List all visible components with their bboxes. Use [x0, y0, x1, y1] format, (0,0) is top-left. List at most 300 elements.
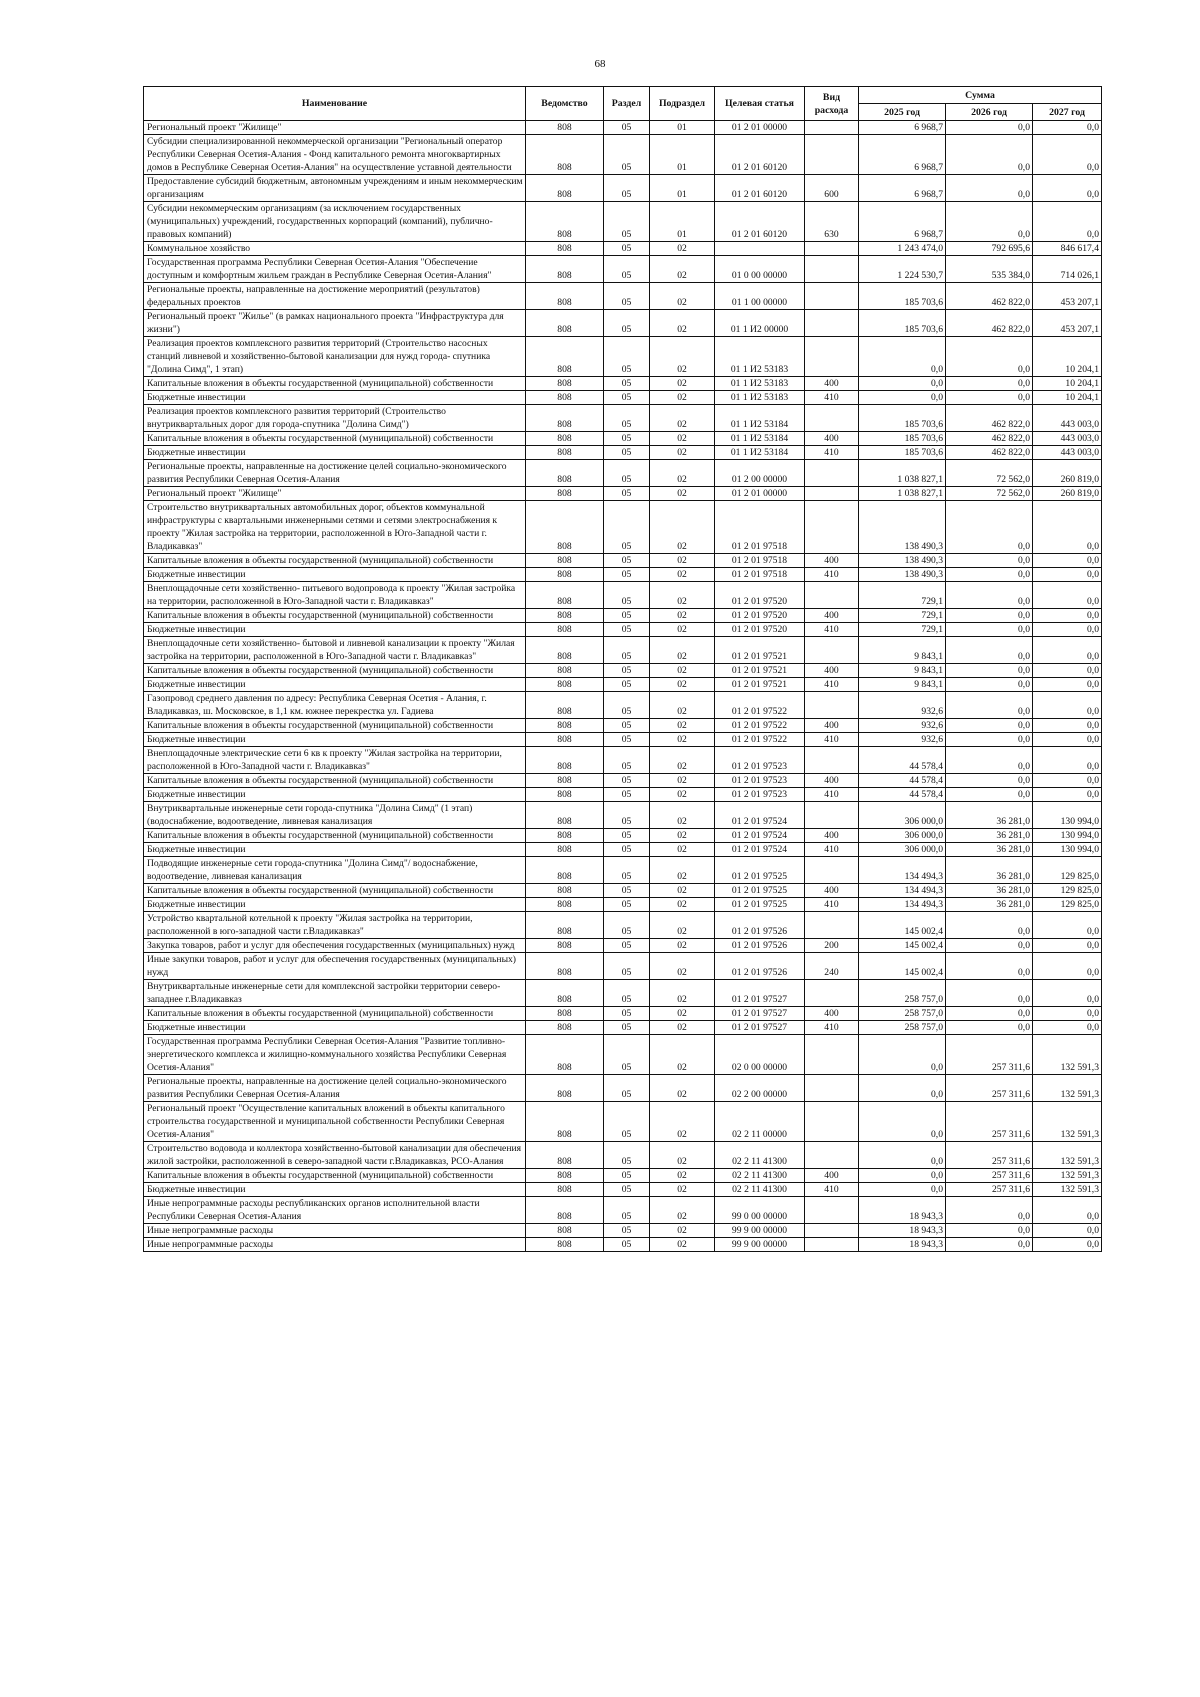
row-razdel: 05	[604, 898, 650, 912]
row-2026: 36 281,0	[946, 802, 1033, 829]
row-vid: 400	[805, 554, 859, 568]
table-row	[144, 884, 1102, 898]
table-row	[144, 747, 1102, 774]
row-vedomstvo: 808	[526, 1007, 604, 1021]
row-vid	[805, 747, 859, 774]
row-vid: 400	[805, 377, 859, 391]
row-vid: 410	[805, 788, 859, 802]
row-razdel: 05	[604, 256, 650, 283]
row-name: Капитальные вложения в объекты государственной (муниципальной) собственности	[144, 1169, 526, 1183]
row-razdel: 05	[604, 242, 650, 256]
row-2025: 729,1	[859, 623, 946, 637]
row-2025: 9 843,1	[859, 664, 946, 678]
table-row	[144, 1197, 1102, 1224]
row-target: 01 1 00 00000	[715, 283, 805, 310]
row-podrazdel: 02	[650, 1238, 715, 1252]
row-2027: 0,0	[1033, 678, 1102, 692]
row-razdel: 05	[604, 554, 650, 568]
row-2027: 0,0	[1033, 568, 1102, 582]
row-podrazdel: 02	[650, 460, 715, 487]
row-razdel: 05	[604, 432, 650, 446]
row-podrazdel: 02	[650, 405, 715, 432]
row-podrazdel: 02	[650, 446, 715, 460]
row-vedomstvo: 808	[526, 1197, 604, 1224]
row-target: 01 2 01 97525	[715, 857, 805, 884]
row-2027: 0,0	[1033, 664, 1102, 678]
row-2027: 0,0	[1033, 121, 1102, 135]
row-2026: 72 562,0	[946, 487, 1033, 501]
row-vid	[805, 857, 859, 884]
row-2027: 0,0	[1033, 692, 1102, 719]
row-2026: 257 311,6	[946, 1075, 1033, 1102]
row-razdel: 05	[604, 1238, 650, 1252]
header-vedomstvo: Ведомство	[526, 87, 604, 121]
row-2027: 132 591,3	[1033, 1183, 1102, 1197]
row-target: 99 0 00 00000	[715, 1197, 805, 1224]
row-podrazdel: 02	[650, 242, 715, 256]
row-razdel: 05	[604, 377, 650, 391]
row-name: Бюджетные инвестиции	[144, 391, 526, 405]
row-target: 01 2 01 97518	[715, 568, 805, 582]
budget-table	[143, 86, 1102, 1252]
row-razdel: 05	[604, 774, 650, 788]
row-vid: 400	[805, 664, 859, 678]
row-vid	[805, 256, 859, 283]
row-razdel: 05	[604, 692, 650, 719]
row-2027: 129 825,0	[1033, 857, 1102, 884]
row-2025: 1 038 827,1	[859, 487, 946, 501]
row-razdel: 05	[604, 829, 650, 843]
row-2027: 0,0	[1033, 582, 1102, 609]
row-2025: 185 703,6	[859, 446, 946, 460]
row-target: 01 2 01 97522	[715, 719, 805, 733]
row-vedomstvo: 808	[526, 446, 604, 460]
row-vedomstvo: 808	[526, 1102, 604, 1142]
row-2027: 132 591,3	[1033, 1169, 1102, 1183]
row-2027: 10 204,1	[1033, 391, 1102, 405]
table-row	[144, 939, 1102, 953]
row-target: 01 2 01 97518	[715, 554, 805, 568]
row-name: Коммунальное хозяйство	[144, 242, 526, 256]
row-target: 01 2 01 97523	[715, 788, 805, 802]
row-2025: 306 000,0	[859, 829, 946, 843]
row-name: Бюджетные инвестиции	[144, 678, 526, 692]
row-name: Капитальные вложения в объекты государственной (муниципальной) собственности	[144, 664, 526, 678]
row-2025: 9 843,1	[859, 678, 946, 692]
row-2026: 0,0	[946, 337, 1033, 377]
row-vedomstvo: 808	[526, 912, 604, 939]
row-target: 01 2 01 60120	[715, 135, 805, 175]
row-target	[715, 242, 805, 256]
row-2025: 185 703,6	[859, 405, 946, 432]
row-target: 01 2 01 97525	[715, 884, 805, 898]
table-row	[144, 377, 1102, 391]
row-2027: 129 825,0	[1033, 898, 1102, 912]
row-razdel: 05	[604, 175, 650, 202]
row-2026: 535 384,0	[946, 256, 1033, 283]
row-podrazdel: 02	[650, 678, 715, 692]
row-vedomstvo: 808	[526, 623, 604, 637]
table-row	[144, 1007, 1102, 1021]
table-row	[144, 1183, 1102, 1197]
row-2027: 0,0	[1033, 980, 1102, 1007]
row-2025: 258 757,0	[859, 980, 946, 1007]
row-2025: 6 968,7	[859, 202, 946, 242]
row-vid: 240	[805, 953, 859, 980]
row-target: 01 2 01 97526	[715, 953, 805, 980]
row-2027: 0,0	[1033, 1197, 1102, 1224]
table-row	[144, 487, 1102, 501]
row-razdel: 05	[604, 121, 650, 135]
table-row	[144, 568, 1102, 582]
row-podrazdel: 02	[650, 637, 715, 664]
row-razdel: 05	[604, 802, 650, 829]
row-2026: 0,0	[946, 135, 1033, 175]
row-vid: 410	[805, 623, 859, 637]
row-razdel: 05	[604, 609, 650, 623]
table-row	[144, 1169, 1102, 1183]
row-vedomstvo: 808	[526, 843, 604, 857]
table-row	[144, 802, 1102, 829]
row-2026: 36 281,0	[946, 857, 1033, 884]
row-target: 01 2 01 97527	[715, 1021, 805, 1035]
row-vedomstvo: 808	[526, 664, 604, 678]
row-podrazdel: 02	[650, 692, 715, 719]
row-2027: 0,0	[1033, 135, 1102, 175]
row-podrazdel: 01	[650, 135, 715, 175]
row-2026: 0,0	[946, 1007, 1033, 1021]
table-row	[144, 623, 1102, 637]
row-podrazdel: 02	[650, 747, 715, 774]
row-2027: 0,0	[1033, 774, 1102, 788]
row-2027: 130 994,0	[1033, 829, 1102, 843]
table-row	[144, 609, 1102, 623]
row-name: Предоставление субсидий бюджетным, автономным учреждениям и иным некоммерческим организациям	[144, 175, 526, 202]
row-vedomstvo: 808	[526, 637, 604, 664]
row-podrazdel: 02	[650, 1075, 715, 1102]
row-name: Капитальные вложения в объекты государственной (муниципальной) собственности	[144, 432, 526, 446]
row-2027: 714 026,1	[1033, 256, 1102, 283]
table-row	[144, 432, 1102, 446]
header-name: Наименование	[144, 87, 526, 121]
row-razdel: 05	[604, 1183, 650, 1197]
row-2027: 0,0	[1033, 733, 1102, 747]
row-2027: 132 591,3	[1033, 1102, 1102, 1142]
row-2026: 0,0	[946, 692, 1033, 719]
row-name: Субсидии специализированной некоммерческой организации "Региональный оператор Республики Северная Осетия-Алания - Фонд капитального ремонта многоквартирных домов в Республике Северная Осетия-Алания" на осуществление уставной деятельности	[144, 135, 526, 175]
row-2025: 258 757,0	[859, 1007, 946, 1021]
row-vid: 410	[805, 1183, 859, 1197]
row-name: Бюджетные инвестиции	[144, 898, 526, 912]
row-name: Капитальные вложения в объекты государственной (муниципальной) собственности	[144, 377, 526, 391]
row-name: Внутриквартальные инженерные сети для комплексной застройки территории северо-западнее г.Владикавказ	[144, 980, 526, 1007]
row-target: 01 1 И2 53184	[715, 432, 805, 446]
row-vid: 600	[805, 175, 859, 202]
header-podrazdel: Подраздел	[650, 87, 715, 121]
row-2027: 0,0	[1033, 623, 1102, 637]
row-vedomstvo: 808	[526, 242, 604, 256]
row-target: 01 2 01 00000	[715, 487, 805, 501]
row-razdel: 05	[604, 664, 650, 678]
row-2027: 0,0	[1033, 609, 1102, 623]
row-name: Капитальные вложения в объекты государственной (муниципальной) собственности	[144, 719, 526, 733]
table-row	[144, 719, 1102, 733]
row-vid: 410	[805, 678, 859, 692]
row-vid	[805, 487, 859, 501]
row-razdel: 05	[604, 582, 650, 609]
row-2026: 0,0	[946, 774, 1033, 788]
row-podrazdel: 02	[650, 283, 715, 310]
row-name: Капитальные вложения в объекты государственной (муниципальной) собственности	[144, 829, 526, 843]
table-row	[144, 460, 1102, 487]
row-2025: 145 002,4	[859, 939, 946, 953]
row-target: 01 2 01 97522	[715, 733, 805, 747]
row-podrazdel: 02	[650, 501, 715, 554]
row-razdel: 05	[604, 405, 650, 432]
row-podrazdel: 02	[650, 609, 715, 623]
row-target: 01 2 01 97524	[715, 843, 805, 857]
table-row	[144, 733, 1102, 747]
row-vedomstvo: 808	[526, 377, 604, 391]
row-2025: 9 843,1	[859, 637, 946, 664]
row-target: 02 2 11 00000	[715, 1102, 805, 1142]
row-2026: 0,0	[946, 582, 1033, 609]
row-vid	[805, 912, 859, 939]
row-2027: 132 591,3	[1033, 1035, 1102, 1075]
row-target: 02 0 00 00000	[715, 1035, 805, 1075]
row-vid	[805, 692, 859, 719]
row-target: 01 2 01 97526	[715, 939, 805, 953]
row-2025: 138 490,3	[859, 554, 946, 568]
row-vid	[805, 1224, 859, 1238]
row-podrazdel: 02	[650, 719, 715, 733]
row-name: Бюджетные инвестиции	[144, 446, 526, 460]
row-vid	[805, 1075, 859, 1102]
row-2027: 0,0	[1033, 1238, 1102, 1252]
row-target: 01 1 И2 53183	[715, 337, 805, 377]
row-vedomstvo: 808	[526, 829, 604, 843]
row-2025: 1 243 474,0	[859, 242, 946, 256]
row-2026: 257 311,6	[946, 1142, 1033, 1169]
row-2025: 145 002,4	[859, 953, 946, 980]
row-vid: 410	[805, 568, 859, 582]
row-podrazdel: 02	[650, 664, 715, 678]
table-row	[144, 637, 1102, 664]
row-podrazdel: 02	[650, 582, 715, 609]
row-2026: 36 281,0	[946, 898, 1033, 912]
row-2025: 1 038 827,1	[859, 460, 946, 487]
row-name: Региональные проекты, направленные на достижение целей социально-экономического развития Республики Северная Осетия-Алания	[144, 1075, 526, 1102]
row-razdel: 05	[604, 1075, 650, 1102]
row-vedomstvo: 808	[526, 1238, 604, 1252]
row-vid	[805, 135, 859, 175]
row-vid: 400	[805, 432, 859, 446]
row-target: 02 2 11 41300	[715, 1183, 805, 1197]
table-row	[144, 678, 1102, 692]
row-target: 01 1 И2 53184	[715, 446, 805, 460]
row-vid	[805, 310, 859, 337]
row-2026: 0,0	[946, 175, 1033, 202]
table-row	[144, 175, 1102, 202]
row-2025: 185 703,6	[859, 310, 946, 337]
row-2027: 0,0	[1033, 554, 1102, 568]
table-row	[144, 446, 1102, 460]
table-row	[144, 256, 1102, 283]
row-vedomstvo: 808	[526, 283, 604, 310]
row-name: Внеплощадочные сети хозяйственно- питьевого водопровода к проекту "Жилая застройка на территории, расположенной в Юго-Западной части г. Владикавказ"	[144, 582, 526, 609]
row-podrazdel: 02	[650, 953, 715, 980]
row-name: Газопровод среднего давления по адресу: Республика Северная Осетия - Алания, г. Владикавказ, ш. Московское, в 1,1 км. южнее перекрестка ул. Гадиева	[144, 692, 526, 719]
header-2025: 2025 год	[859, 104, 946, 121]
row-vedomstvo: 808	[526, 747, 604, 774]
row-2025: 932,6	[859, 719, 946, 733]
row-vid: 400	[805, 884, 859, 898]
row-2026: 36 281,0	[946, 843, 1033, 857]
table-row	[144, 391, 1102, 405]
row-razdel: 05	[604, 719, 650, 733]
row-razdel: 05	[604, 460, 650, 487]
row-vid: 400	[805, 1007, 859, 1021]
row-2026: 257 311,6	[946, 1102, 1033, 1142]
row-2025: 729,1	[859, 582, 946, 609]
row-2025: 145 002,4	[859, 912, 946, 939]
row-vedomstvo: 808	[526, 487, 604, 501]
row-2027: 10 204,1	[1033, 377, 1102, 391]
row-vedomstvo: 808	[526, 1142, 604, 1169]
row-name: Государственная программа Республики Северная Осетия-Алания "Развитие топливно-энергетического комплекса и жилищно-коммунального хозяйства Республики Северная Осетия-Алания"	[144, 1035, 526, 1075]
row-2026: 0,0	[946, 788, 1033, 802]
row-name: Бюджетные инвестиции	[144, 623, 526, 637]
row-name: Внеплощадочные сети хозяйственно- бытовой и ливневой канализации к проекту "Жилая застройка на территории, расположенной в Юго-Западной части г. Владикавказ"	[144, 637, 526, 664]
row-target: 01 2 01 97521	[715, 637, 805, 664]
row-vid: 410	[805, 843, 859, 857]
row-vedomstvo: 808	[526, 898, 604, 912]
row-podrazdel: 02	[650, 857, 715, 884]
row-podrazdel: 02	[650, 733, 715, 747]
row-name: Капитальные вложения в объекты государственной (муниципальной) собственности	[144, 774, 526, 788]
row-2027: 132 591,3	[1033, 1075, 1102, 1102]
row-2025: 44 578,4	[859, 774, 946, 788]
row-2027: 443 003,0	[1033, 405, 1102, 432]
row-razdel: 05	[604, 637, 650, 664]
row-2025: 0,0	[859, 1183, 946, 1197]
row-2025: 0,0	[859, 1075, 946, 1102]
row-2027: 846 617,4	[1033, 242, 1102, 256]
row-razdel: 05	[604, 1035, 650, 1075]
row-vid	[805, 980, 859, 1007]
row-vedomstvo: 808	[526, 202, 604, 242]
table-row	[144, 829, 1102, 843]
row-podrazdel: 02	[650, 568, 715, 582]
row-name: Бюджетные инвестиции	[144, 788, 526, 802]
row-razdel: 05	[604, 487, 650, 501]
row-2026: 0,0	[946, 391, 1033, 405]
row-vedomstvo: 808	[526, 554, 604, 568]
row-2026: 0,0	[946, 980, 1033, 1007]
row-razdel: 05	[604, 857, 650, 884]
table-row	[144, 135, 1102, 175]
row-vid: 410	[805, 446, 859, 460]
row-vedomstvo: 808	[526, 391, 604, 405]
row-vid: 400	[805, 1169, 859, 1183]
row-vid: 400	[805, 609, 859, 623]
row-name: Региональные проекты, направленные на достижение целей социально-экономического развития Республики Северная Осетия-Алания	[144, 460, 526, 487]
row-target: 02 2 11 41300	[715, 1169, 805, 1183]
row-2026: 0,0	[946, 953, 1033, 980]
table-row	[144, 405, 1102, 432]
row-razdel: 05	[604, 788, 650, 802]
row-target: 01 2 01 97527	[715, 1007, 805, 1021]
row-podrazdel: 01	[650, 175, 715, 202]
row-razdel: 05	[604, 1007, 650, 1021]
row-podrazdel: 02	[650, 939, 715, 953]
row-target: 01 1 И2 53183	[715, 377, 805, 391]
row-2027: 0,0	[1033, 1007, 1102, 1021]
row-2027: 132 591,3	[1033, 1142, 1102, 1169]
row-2027: 0,0	[1033, 1021, 1102, 1035]
row-vedomstvo: 808	[526, 939, 604, 953]
row-vid: 410	[805, 733, 859, 747]
row-2025: 6 968,7	[859, 175, 946, 202]
row-vid: 400	[805, 719, 859, 733]
row-name: Иные непрограммные расходы	[144, 1238, 526, 1252]
table-row	[144, 692, 1102, 719]
row-vid	[805, 121, 859, 135]
row-vedomstvo: 808	[526, 802, 604, 829]
row-razdel: 05	[604, 202, 650, 242]
row-razdel: 05	[604, 843, 650, 857]
row-razdel: 05	[604, 912, 650, 939]
row-2027: 453 207,1	[1033, 310, 1102, 337]
row-target: 01 2 01 97520	[715, 623, 805, 637]
table-row	[144, 554, 1102, 568]
row-vid: 410	[805, 898, 859, 912]
row-vid: 400	[805, 774, 859, 788]
row-name: Бюджетные инвестиции	[144, 843, 526, 857]
row-name: Внеплощадочные электрические сети 6 кв к проекту "Жилая застройка на территории, расположенной в Юго-Западной части г. Владикавказ"	[144, 747, 526, 774]
row-2026: 0,0	[946, 1238, 1033, 1252]
row-podrazdel: 02	[650, 377, 715, 391]
row-name: Устройство квартальной котельной к проекту "Жилая застройка на территории, расположенной в юго-западной части г.Владикавказ"	[144, 912, 526, 939]
row-vid	[805, 1197, 859, 1224]
row-podrazdel: 02	[650, 1197, 715, 1224]
row-vedomstvo: 808	[526, 175, 604, 202]
row-target: 01 2 01 97523	[715, 747, 805, 774]
row-razdel: 05	[604, 1021, 650, 1035]
row-target: 01 2 01 97522	[715, 692, 805, 719]
row-vedomstvo: 808	[526, 1224, 604, 1238]
row-name: Иные непрограммные расходы	[144, 1224, 526, 1238]
row-2026: 462 822,0	[946, 283, 1033, 310]
row-2027: 0,0	[1033, 939, 1102, 953]
row-vedomstvo: 808	[526, 582, 604, 609]
table-row	[144, 1238, 1102, 1252]
table-row	[144, 857, 1102, 884]
row-2027: 0,0	[1033, 637, 1102, 664]
row-vedomstvo: 808	[526, 1035, 604, 1075]
row-name: Региональный проект "Жилище"	[144, 487, 526, 501]
row-2025: 1 224 530,7	[859, 256, 946, 283]
row-razdel: 05	[604, 884, 650, 898]
table-body	[144, 121, 1102, 1252]
row-2027: 0,0	[1033, 747, 1102, 774]
row-2027: 443 003,0	[1033, 432, 1102, 446]
row-2027: 129 825,0	[1033, 884, 1102, 898]
row-vedomstvo: 808	[526, 501, 604, 554]
row-podrazdel: 02	[650, 1183, 715, 1197]
row-2025: 138 490,3	[859, 568, 946, 582]
row-vedomstvo: 808	[526, 609, 604, 623]
